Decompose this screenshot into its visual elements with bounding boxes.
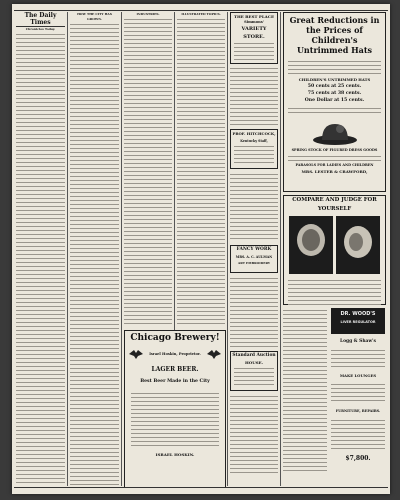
column-rule	[67, 12, 68, 486]
column-1	[16, 12, 65, 486]
hat-icon	[310, 120, 360, 146]
brewery-tagline: Best Beer Made in the City	[140, 379, 210, 384]
hat-illustration	[284, 118, 385, 148]
brewery-product: LAGER BEER.	[151, 366, 199, 373]
best-place-title: THE BEST PLACE	[233, 14, 275, 19]
column-5	[230, 12, 278, 486]
article-text	[230, 172, 278, 242]
engraving-left	[289, 216, 333, 274]
compare-title: COMPARE AND JUDGE FOR YOURSELF	[292, 197, 377, 212]
logg-text	[331, 348, 385, 368]
best-place-sub: Simmons'	[244, 20, 264, 24]
furniture-title: FURNITURE, REPAIRS.	[335, 409, 381, 413]
hats-parasols: PARASOLS FOR LADIES AND CHILDREN	[295, 163, 374, 167]
eagle-icon	[207, 348, 221, 360]
fancy-work-name: MRS. A. C. AULMAN	[235, 255, 273, 259]
best-place-text	[234, 41, 274, 63]
brewery-title: Chicago Brewery!	[130, 333, 220, 343]
compare-images	[284, 214, 385, 276]
fancy-work-title: FANCY WORK	[236, 247, 272, 252]
column-rule	[227, 12, 228, 486]
masthead-subtitle: Chronicles Today.	[25, 27, 56, 31]
furniture-text	[331, 418, 385, 450]
hats-untrimmed: CHILDREN'S UNTRIMMED HATS	[298, 77, 371, 82]
brewery-emblems	[125, 345, 225, 363]
hats-price-1: 50 cents at 25 cents.	[307, 84, 362, 89]
top-border	[14, 10, 388, 11]
column-rule	[280, 12, 281, 486]
make-lounges-text	[331, 382, 385, 404]
standard-sub: HOUSE.	[244, 360, 264, 365]
make-lounges-title: MAKE LOUNGES	[339, 373, 377, 378]
hats-headline: Great Reductions in the Prices of Children's Untrimmed Hats	[289, 15, 380, 55]
article-text	[230, 394, 278, 474]
hats-proprietor: MRS. LESTER & CRAWFORD,	[301, 169, 368, 174]
newspaper-page	[12, 4, 390, 494]
dr-wood-ad	[331, 308, 385, 334]
standard-title: Standard Auction	[232, 353, 276, 358]
hats-text	[288, 59, 381, 75]
brewery-footer: ISRAEL HOSKIN.	[155, 452, 195, 457]
brewery-text	[131, 391, 219, 447]
hats-price-3: One Dollar at 15 cents.	[304, 98, 365, 103]
column-header: INDUSTRIES.	[136, 12, 160, 16]
professor-text	[234, 144, 274, 166]
hats-price-2: 75 cents at 38 cents.	[307, 91, 362, 96]
eagle-icon	[129, 348, 143, 360]
fancy-work-sub: ART EMBROIDERY	[237, 261, 271, 265]
bottom-border	[14, 487, 388, 488]
column-6	[283, 12, 386, 486]
engraving-right	[336, 216, 380, 274]
bottom-ads	[283, 308, 386, 473]
hats-text	[288, 106, 381, 116]
professor-sub: Kentucky Staff,	[240, 139, 268, 143]
compare-text	[288, 278, 381, 306]
hats-text	[288, 154, 381, 162]
hats-ad	[283, 12, 386, 192]
professor-title: PROF. HITCHCOCK,	[232, 131, 276, 136]
article-text	[16, 32, 65, 486]
article-text	[283, 308, 327, 473]
dr-wood-sub: LIVER REGULATOR	[340, 320, 376, 324]
article-text	[70, 22, 119, 486]
column-rule	[121, 12, 122, 486]
fancy-work-ad	[230, 245, 278, 273]
best-place-ad	[230, 12, 278, 64]
compare-ad	[283, 195, 386, 305]
brewery-proprietor: Israel Hoskin, Proprietor.	[149, 352, 201, 356]
professor-ad	[230, 129, 278, 169]
logg-title: Logg & Shaw's	[340, 339, 376, 344]
article-text	[177, 17, 225, 327]
standard-text	[234, 366, 274, 388]
column-2	[70, 12, 119, 486]
article-text	[230, 276, 278, 348]
standard-ad	[230, 351, 278, 391]
article-text	[124, 17, 172, 327]
column-header: ILLUSTRATED TOPICS.	[181, 12, 221, 16]
dr-wood-title: DR. WOOD'S	[340, 311, 376, 317]
best-place-name: VARIETY STORE.	[241, 26, 267, 40]
article-text	[230, 66, 278, 126]
masthead-title: The Daily Times	[16, 12, 65, 27]
price-tag: $7,800.	[345, 455, 371, 462]
hats-fancy: SPRING STOCK OF FIGURED DRESS GOODS	[291, 148, 378, 152]
brewery-ad	[124, 330, 226, 488]
column-header: HOW THE CITY HAS GROWN.	[77, 12, 112, 21]
